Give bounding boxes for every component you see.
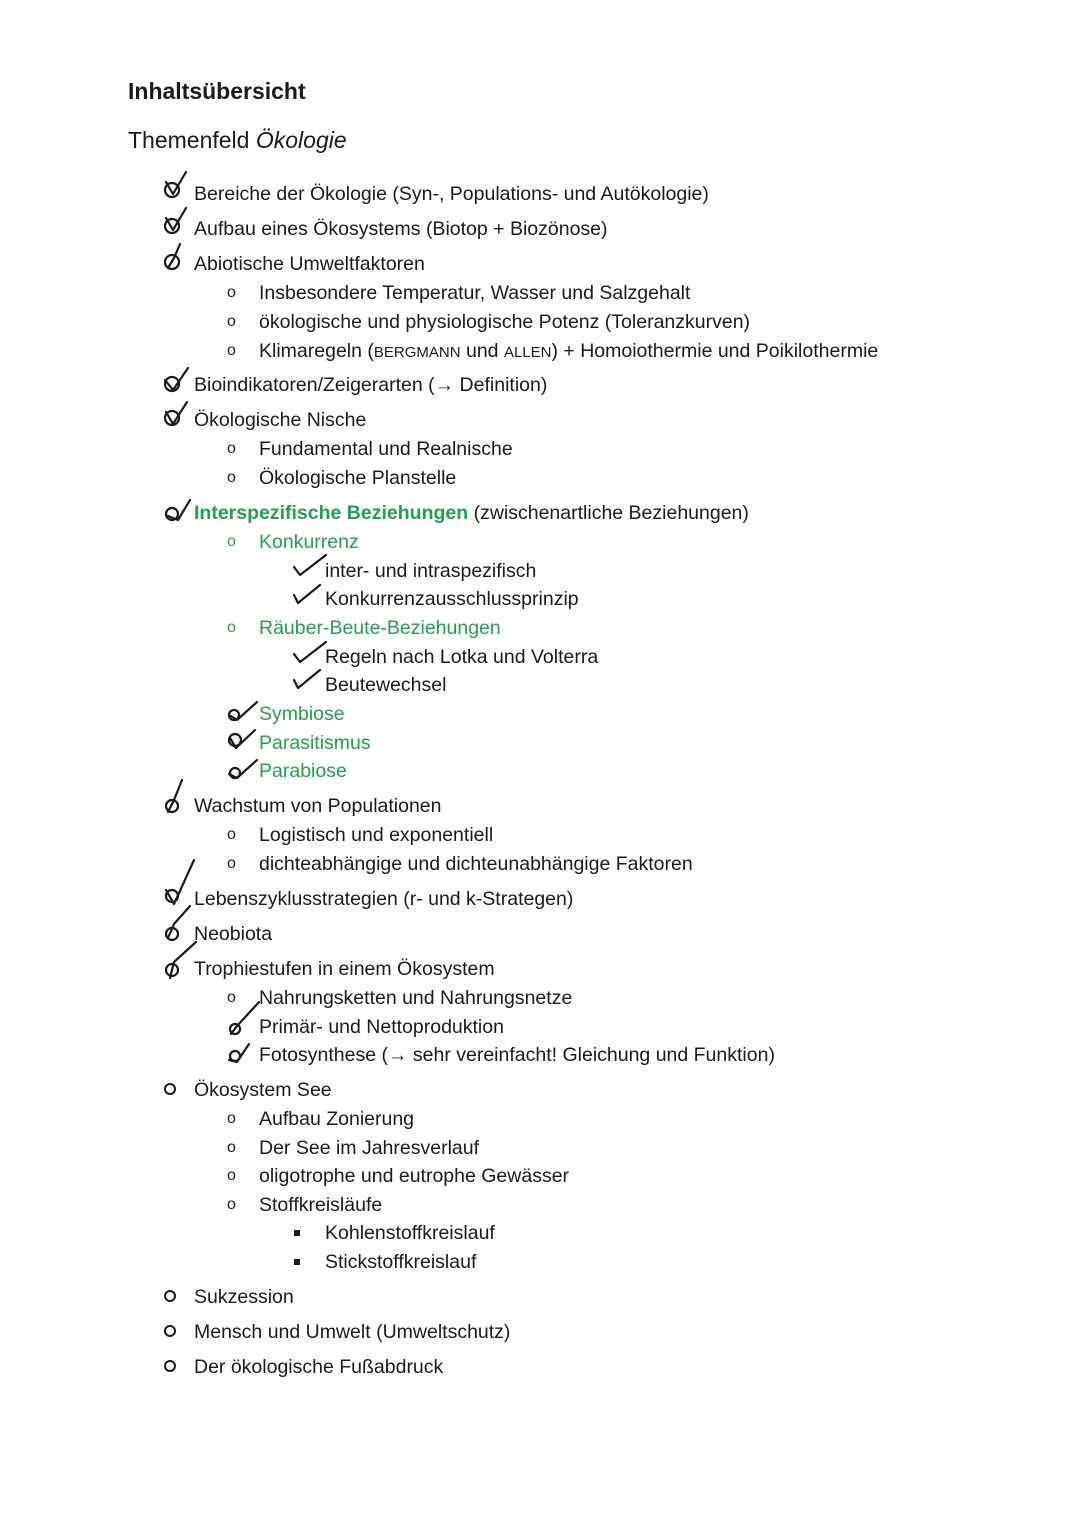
bullet-circle-icon: o	[227, 284, 236, 301]
check-circle-icon	[160, 858, 196, 908]
bullet-circle-icon: o	[227, 469, 236, 486]
list-item: Trophiestufen in einem Ökosystem	[194, 958, 495, 980]
check-circle-icon	[225, 726, 261, 752]
list-item: Neobiota	[194, 923, 273, 945]
check-circle-icon	[225, 1040, 255, 1066]
list-item: oligotrophe und eutrophe Gewässer	[259, 1165, 570, 1187]
highlighted-heading: Interspezifische Beziehungen	[194, 502, 469, 524]
check-mark-icon	[290, 668, 324, 692]
bullet-circle-icon: o	[227, 313, 236, 330]
check-circle-icon	[160, 168, 192, 202]
bullet-circle-icon: o	[227, 440, 236, 457]
list-item: Ökosystem See	[194, 1079, 332, 1101]
list-item: Beutewechsel	[325, 674, 447, 696]
check-circle-icon	[160, 238, 192, 272]
check-circle-icon	[160, 360, 192, 394]
list-item: Logistisch und exponentiell	[259, 824, 494, 846]
text-fragment: (zwischenartliche Beziehungen)	[468, 502, 749, 524]
list-item: Ökologische Nische	[194, 409, 367, 431]
subtitle-prefix: Themenfeld	[128, 127, 256, 153]
list-item: Bioindikatoren/Zeigerarten (→ Definition)	[194, 374, 548, 396]
list-item: inter- und intraspezifisch	[325, 560, 537, 582]
text-fragment: Klimaregeln (	[259, 340, 374, 362]
text-fragment: und	[460, 340, 504, 362]
text-fragment: ) + Homoiothermie und Poikilothermie	[551, 340, 879, 362]
list-item: Symbiose	[259, 703, 345, 725]
list-item: Parabiose	[259, 760, 347, 782]
bullet-square-icon	[294, 1259, 300, 1265]
document-title: Inhaltsübersicht	[128, 78, 306, 104]
bullet-circle-icon: o	[227, 1110, 236, 1127]
bullet-circle-icon: o	[227, 1139, 236, 1156]
check-circle-icon	[160, 494, 194, 528]
list-item: Parasitismus	[259, 732, 371, 754]
list-item: Mensch und Umwelt (Umweltschutz)	[194, 1321, 511, 1343]
list-item: Bereiche der Ökologie (Syn-, Populations- und Autökologie)	[194, 183, 709, 205]
list-item: Kohlenstoffkreislauf	[325, 1222, 495, 1244]
list-item: Lebenszyklusstrategien (r- und k-Strategen)	[194, 888, 574, 910]
bullet-circle-icon: o	[227, 989, 236, 1006]
list-item: Aufbau Zonierung	[259, 1108, 415, 1130]
bullet-circle-icon: o	[227, 619, 236, 636]
list-item: Regeln nach Lotka und Volterra	[325, 646, 599, 668]
list-item: Wachstum von Populationen	[194, 795, 442, 817]
list-item: Konkurrenz	[259, 531, 359, 553]
list-item: ökologische und physiologische Potenz (Toleranzkurven)	[259, 311, 751, 333]
bullet-circle-icon: o	[227, 1167, 236, 1184]
check-circle-icon	[160, 904, 196, 944]
list-item: Primär- und Nettoproduktion	[259, 1016, 504, 1038]
checkbox-empty-icon	[164, 1360, 176, 1372]
bullet-circle-icon: o	[227, 826, 236, 843]
list-item: Fundamental und Realnische	[259, 438, 513, 460]
bullet-circle-icon: o	[227, 855, 236, 872]
list-item: Stoffkreisläufe	[259, 1194, 383, 1216]
checkbox-empty-icon	[164, 1290, 176, 1302]
bullet-square-icon	[294, 1230, 300, 1236]
document-subtitle	[128, 127, 347, 154]
text-fragment: ALLEN	[503, 344, 552, 361]
list-item	[259, 339, 878, 365]
list-item: dichteabhängige und dichteunabhängige Faktoren	[259, 853, 693, 875]
check-circle-icon	[225, 756, 261, 782]
bullet-circle-icon: o	[227, 533, 236, 550]
check-mark-icon	[290, 553, 330, 579]
bullet-circle-icon: o	[227, 1196, 236, 1213]
list-item: Sukzession	[194, 1286, 294, 1308]
text-fragment: BERGMANN	[373, 344, 461, 361]
list-item: Konkurrenzausschlussprinzip	[325, 588, 579, 610]
list-item: Fotosynthese (→ sehr vereinfacht! Gleichung und Funktion)	[259, 1044, 775, 1066]
check-circle-icon	[160, 776, 192, 816]
check-circle-icon	[160, 396, 192, 430]
list-item: Ökologische Planstelle	[259, 467, 457, 489]
list-item: Stickstoffkreislauf	[325, 1251, 477, 1273]
list-item: Aufbau eines Ökosystems (Biotop + Biozönose)	[194, 218, 608, 240]
checkbox-empty-icon	[164, 1083, 176, 1095]
check-mark-icon	[290, 583, 324, 607]
list-item: Nahrungsketten und Nahrungsnetze	[259, 987, 573, 1009]
list-item: Der ökologische Fußabdruck	[194, 1356, 444, 1378]
checkbox-empty-icon	[164, 1325, 176, 1337]
bullet-circle-icon: o	[227, 342, 236, 359]
list-item: Räuber-Beute-Beziehungen	[259, 617, 501, 639]
list-item	[194, 501, 749, 525]
check-circle-icon	[225, 698, 261, 724]
list-item: Abiotische Umweltfaktoren	[194, 253, 425, 275]
subtitle-emphasis: Ökologie	[255, 127, 347, 153]
list-item: Der See im Jahresverlauf	[259, 1137, 480, 1159]
list-item: Insbesondere Temperatur, Wasser und Salzgehalt	[259, 282, 691, 304]
check-circle-icon	[160, 204, 192, 238]
check-mark-icon	[290, 640, 330, 666]
